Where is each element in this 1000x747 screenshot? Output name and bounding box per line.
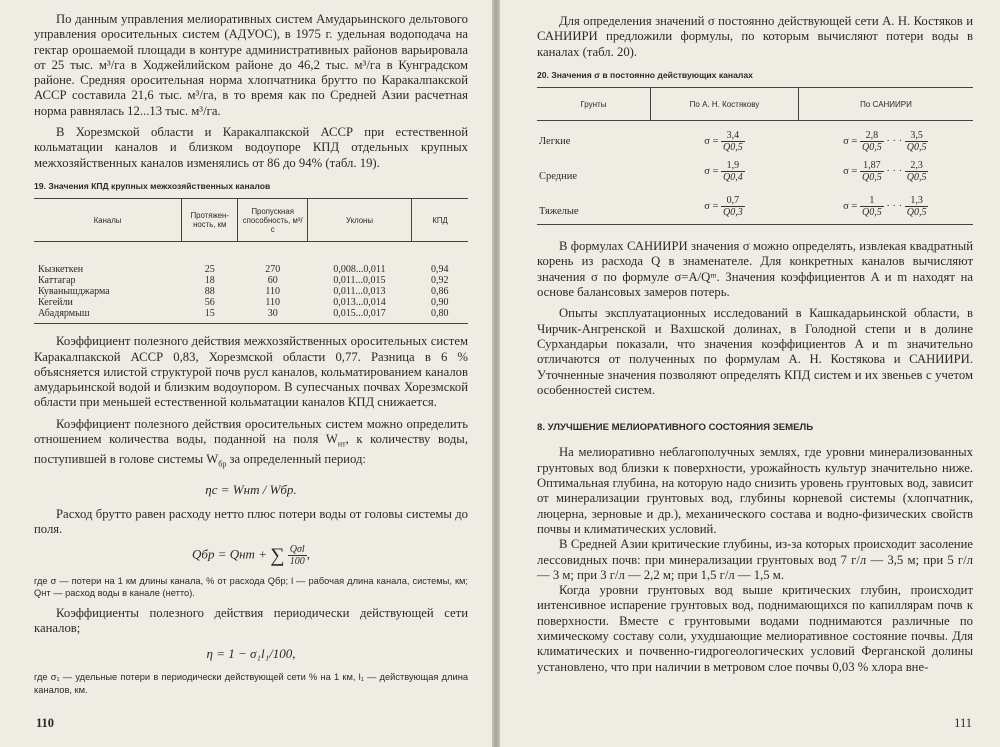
- fraction-denominator: 100: [289, 555, 305, 567]
- left-paragraph-6: Коэффициенты полезного действия периодически действующей сети каналов;: [34, 605, 468, 635]
- text-span: за определенный период:: [226, 451, 366, 466]
- table-header-cell: Протяжен-ность, км: [182, 199, 238, 242]
- table-cell: 18: [204, 275, 215, 287]
- table-cell: 270: [265, 264, 281, 276]
- note-1: где σ — потери на 1 км длины канала, % от расхода Qбр; l — рабочая длина канала, системы, км; Qнт — расход воды в канале (нетто).: [34, 575, 468, 599]
- formula-fraction: [905, 130, 929, 153]
- table-cell: Кызкеткен: [38, 264, 84, 276]
- soil-cell: Тяжелые: [539, 205, 579, 217]
- sigma-label: σ =: [704, 166, 719, 178]
- table-cell: 0,94: [431, 264, 449, 276]
- table-row: [34, 242, 468, 276]
- kostyakov-cell: [650, 154, 798, 189]
- fraction-numerator: 1,3: [905, 195, 929, 207]
- text-sub: нт: [337, 439, 346, 449]
- table-header-row: [537, 88, 973, 121]
- fraction-numerator: 1,87: [860, 160, 884, 172]
- right-paragraph-6: Когда уровни грунтовых вод выше критических глубин, происходит интенсивное испарение грунтовых вод, поднимающихся по капиллярам почв к поверхности. Вместе с грунтовыми водами поднимаются различные по химическому составу соли, ухудшающие мелиоративное состояние почвы. Для климатических и почвенно-гидрогеологических условий Ферганской долины установлено, что при наличии в метровом слое почвы 0,03 % хлора вне-: [537, 583, 973, 674]
- fraction-denominator: Q0,5: [723, 141, 743, 153]
- fraction-numerator: 2,3: [905, 160, 929, 172]
- sum-symbol: ∑: [270, 544, 285, 567]
- table-header-cell: Каналы: [34, 199, 182, 242]
- formula-q-lhs: Qбр = Qнт +: [192, 546, 271, 562]
- table-cell: 110: [265, 297, 280, 309]
- formula-fraction: [860, 160, 884, 183]
- table-cell: 0,80: [431, 308, 449, 320]
- table-row: [537, 154, 973, 189]
- table-cell: 0,011...0,013: [333, 286, 386, 298]
- kostyakov-cell: [650, 121, 798, 155]
- saniiri-cell: [799, 121, 973, 155]
- table-cell: 88: [204, 286, 215, 298]
- table-cell: Абадярмыш: [38, 308, 90, 320]
- fraction-numerator: Qσl: [288, 544, 307, 556]
- table-row: [34, 308, 468, 324]
- formula-eta: η = 1 − σ₁l₁/100,: [206, 646, 296, 662]
- table-cell: Каттагар: [38, 275, 76, 287]
- table-cell: 56: [204, 297, 215, 309]
- formula-q-gross: [34, 544, 468, 567]
- right-page-column: [537, 14, 973, 675]
- table-cell: 0,011...0,015: [333, 275, 386, 287]
- left-paragraph-2: В Хорезмской области и Каракалпакской АССР при естественной кольматации каналов и близком водоупоре КПД отдельных крупных межхозяйственных каналов изменялись от 86 до 94% (табл. 19).: [34, 125, 468, 170]
- left-paragraph-3: Коэффициент полезного действия межхозяйственных оросительных систем Каракалпакской АССР 0,83, Хорезмской области 0,77. Разница в 6 % объясняется илистой структурой почв русл каналов, кольматированием каналов амударьинской водой и близким водоупором. В супесчаных почвах Хорезмской области при меньшей естественной кольматации каналов КПД снижается.: [34, 334, 468, 410]
- table-row: [34, 286, 468, 297]
- formula-fraction: [905, 195, 929, 218]
- table-19-caption: 19. Значения КПД крупных межхозяйственных каналов: [34, 180, 271, 191]
- table-cell: Куванышджарма: [38, 286, 110, 298]
- note-2: где σ₁ — удельные потери в периодически действующей сети % на 1 км, l₁ — действующая длина каналов, км.: [34, 672, 468, 695]
- saniiri-cell: [799, 154, 973, 189]
- table-header-cell: По А. Н. Костякову: [650, 88, 798, 121]
- kostyakov-cell: [650, 189, 798, 225]
- table-row: [537, 189, 973, 225]
- range-dots: · · ·: [886, 135, 903, 147]
- formula-fraction: [860, 195, 884, 218]
- soil-cell: Легкие: [539, 135, 571, 147]
- right-paragraph-4: На мелиоративно неблагополучных землях, где уровни минерализованных грунтовых вод близки к поверхности, урожайность культур значительно ниже. Оптимальная глубина, на которую надо снизить уровень грунтовых вод, зависит от минерализации грунтовых вод, глубины корневой системы (хлопчатник, люцерна, зерновые и др.), механического состава и водно-физических свойств почвы и климатических условий.: [537, 445, 973, 536]
- table-cell: 0,013...0,014: [333, 297, 386, 309]
- fraction-denominator: Q0,4: [723, 172, 743, 184]
- formula-fraction: [721, 130, 745, 153]
- table-header-cell: Грунты: [537, 88, 650, 121]
- table-header-cell: КПД: [412, 199, 468, 242]
- table-header-cell: Пропускная способность, м³/с: [238, 199, 307, 242]
- table-row: [34, 297, 468, 308]
- left-paragraph-1: По данным управления мелиоративных систем Амударьинского дельтового управления оросительных систем (АДУОС), в 1975 г. удельная водоподача на гектар орошаемой площади в контуре административных районов варьировала от 25 тыс. м³/га в Ходжейлийском районе до 46,2 тыс. м³/га в Кунградском районе. Средняя оросительная норма хлопчатника брутто по Каракалпакской АССР составила 21,6 тыс. м³/га, в то время как по Средней Азии расчетная норма равнялась 12...13 тыс. м³/га.: [34, 12, 468, 118]
- section-heading: 8. УЛУЧШЕНИЕ МЕЛИОРАТИВНОГО СОСТОЯНИЯ ЗЕМЕЛЬ: [537, 422, 814, 434]
- sigma-label: σ =: [704, 201, 719, 213]
- fraction-denominator: Q0,5: [906, 141, 927, 153]
- table-cell: Кегейли: [38, 297, 73, 309]
- fraction-denominator: Q0,5: [861, 141, 882, 153]
- formula-eta-c: ηс = Wнт / Wбр.: [205, 481, 297, 497]
- fraction-denominator: Q0,5: [861, 172, 882, 184]
- range-dots: · · ·: [886, 201, 903, 213]
- sigma-label: σ =: [843, 135, 858, 147]
- left-paragraph-5: Расход брутто равен расходу нетто плюс потери воды от головы системы до поля.: [34, 507, 468, 537]
- formula-fraction: [721, 160, 745, 183]
- page-number-left: 110: [36, 716, 55, 730]
- table-20-caption: 20. Значения σ в постоянно действующих каналах: [537, 69, 753, 80]
- formula-fraction: [721, 195, 745, 218]
- fraction-denominator: Q0,3: [723, 207, 743, 219]
- right-paragraph-5: В Средней Азии критические глубины, из-за которых происходит засоление лессовидных почв: при минерализации грунтовых вод 7 г/л — 3,5 м; при 5 г/л — 3 м; при 3 г/л — 2,2 м; при 1,5 г/л — 1,5 м.: [537, 537, 973, 582]
- table-cell: 0,015...0,017: [333, 308, 386, 320]
- table-row: [34, 275, 468, 286]
- fraction-denominator: Q0,5: [906, 207, 927, 219]
- range-dots: · · ·: [886, 166, 903, 178]
- formula-fraction: [905, 160, 929, 183]
- right-page: [500, 0, 1000, 747]
- soil-cell: Средние: [539, 170, 578, 182]
- book-gutter: [492, 0, 500, 747]
- fraction-numerator: 3,5: [905, 130, 929, 142]
- sigma-label: σ =: [704, 135, 719, 147]
- fraction-denominator: Q0,5: [906, 172, 927, 184]
- table-cell: 0,92: [431, 275, 449, 287]
- right-paragraph-1: Для определения значений σ постоянно действующей сети А. Н. Костяков и САНИИРИ предложили формулы, по которым вычисляют потери воды в каналах (табл. 20).: [537, 14, 973, 59]
- table-cell: 0,86: [431, 286, 449, 298]
- left-paragraph-4: [34, 417, 468, 472]
- sigma-label: σ =: [843, 201, 858, 213]
- fraction-denominator: Q0,5: [861, 207, 882, 219]
- formula-fraction: [860, 130, 884, 153]
- table-cell: 25: [204, 264, 215, 276]
- formula-fraction: [288, 544, 307, 567]
- table-cell: 0,90: [431, 297, 449, 309]
- table-cell: 60: [267, 275, 278, 287]
- fraction-numerator: 1: [860, 195, 884, 207]
- table-cell: 30: [267, 308, 278, 320]
- fraction-numerator: 0,7: [721, 195, 745, 207]
- fraction-numerator: 3,4: [721, 130, 745, 142]
- table-cell: 0,008...0,011: [333, 264, 386, 276]
- table-row: [537, 121, 973, 155]
- fraction-numerator: 2,8: [860, 130, 884, 142]
- right-paragraph-3: Опыты эксплуатационных исследований в Кашкадарьинской области, в Чирчик-Ангренской и Вахшской долинах, в Голодной степи и в долине Сурхандарьи показали, что значения коэффициентов A и m значительно отличаются от полученных по формулам А. Н. Костякова и САНИИРИ. Уточненные значения позволяют определять КПД систем и их звеньев с учетом особенностей систем.: [537, 306, 973, 397]
- sigma-label: σ =: [843, 166, 858, 178]
- fraction-numerator: 1,9: [721, 160, 745, 172]
- table-19: [34, 198, 468, 324]
- table-cell: 110: [265, 286, 280, 298]
- table-cell: 15: [204, 308, 215, 320]
- saniiri-cell: [799, 189, 973, 225]
- formula-q-tail: ,: [306, 546, 310, 562]
- text-sub: бр: [218, 459, 227, 469]
- left-page: [0, 0, 492, 747]
- table-header-cell: Уклоны: [307, 199, 411, 242]
- table-header-cell: По САНИИРИ: [799, 88, 973, 121]
- page-number-right: 111: [954, 716, 972, 730]
- right-paragraph-2: В формулах САНИИРИ значения σ можно определять, извлекая квадратный корень из расхода Q в знаменателе. Для конкретных каналов вычисляют значения σ по формуле σ=A/Qᵐ. Значения коэффициентов A и m находят на основе балансовых замеров потерь.: [537, 239, 973, 300]
- table-20: [537, 87, 973, 225]
- text-span: Коэффициент полезного действия оросительных систем можно определить отношением количества воды, поданной на поля W: [34, 416, 468, 447]
- table-header-row: [34, 199, 468, 242]
- left-page-column: [34, 12, 468, 702]
- text-span: , к количеству воды, поступившей в голове системы W: [34, 432, 469, 466]
